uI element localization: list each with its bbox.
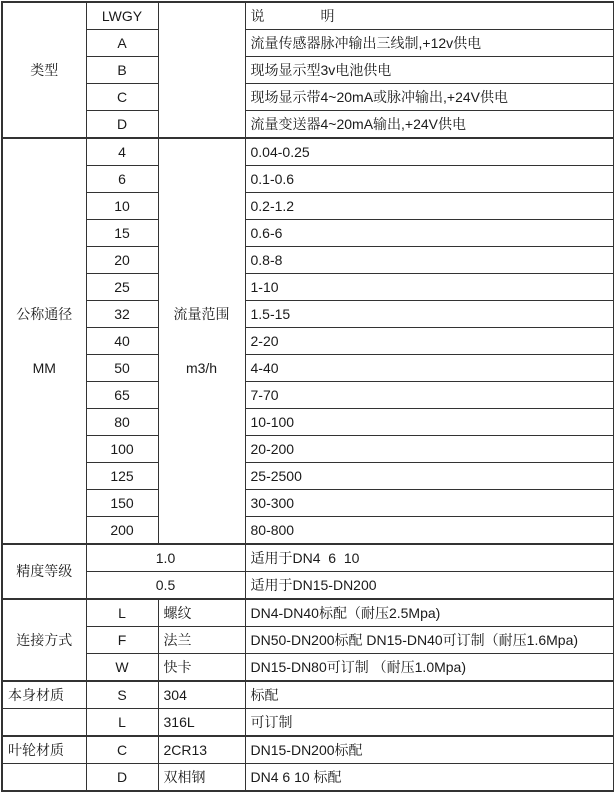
diameter-size-cell: 50 [86,355,158,382]
accuracy-section-label: 精度等级 [2,544,86,599]
body-material-empty-cell [2,709,86,737]
type-code-cell: A [86,30,158,57]
diameter-size-cell: 20 [86,247,158,274]
body-material-code-cell: S [86,681,158,709]
table-row [2,544,614,572]
diameter-size-cell: 100 [86,436,158,463]
table-row [2,709,614,737]
impeller-material-empty-cell [2,764,86,792]
diameter-size-cell: 80 [86,409,158,436]
connection-desc-cell: DN15-DN80可订制 （耐压1.0Mpa) [245,654,614,682]
flow-range-cell: 0.2-1.2 [245,193,614,220]
table-row [2,490,614,517]
flow-range-cell: 25-2500 [245,463,614,490]
flow-range-cell: 4-40 [245,355,614,382]
table-row [2,517,614,545]
table-row [2,436,614,463]
body-material-desc-cell: 标配 [245,681,614,709]
connection-section-label: 连接方式 [2,599,86,681]
table-row [2,30,614,57]
flow-range-cell: 0.8-8 [245,247,614,274]
table-row [2,328,614,355]
body-material-name-cell: 316L [158,709,245,737]
flow-range-cell: 7-70 [245,382,614,409]
flow-range-cell: 20-200 [245,436,614,463]
diameter-label-line2: MM [32,360,56,376]
connection-name-cell: 快卡 [158,654,245,682]
flow-range-label-line2: m3/h [185,360,218,376]
type-section-label: 类型 [2,2,86,138]
impeller-material-code-cell: C [86,736,158,764]
table-row [2,84,614,111]
diameter-label-line1: 公称通径 [16,306,73,322]
flow-range-cell: 80-800 [245,517,614,545]
impeller-material-name-cell: 2CR13 [158,736,245,764]
connection-desc-cell: DN4-DN40标配（耐压2.5Mpa) [245,599,614,627]
accuracy-desc-cell: 适用于DN4 6 10 [245,544,614,572]
impeller-material-desc-cell: DN15-DN200标配 [245,736,614,764]
connection-name-cell: 法兰 [158,627,245,654]
table-row [2,57,614,84]
table-row [2,301,614,328]
accuracy-value-cell: 0.5 [86,572,245,600]
diameter-size-cell: 150 [86,490,158,517]
diameter-size-cell: 15 [86,220,158,247]
table-row [2,2,614,30]
impeller-material-section-label: 叶轮材质 [2,736,86,764]
table-row [2,572,614,600]
type-code-cell: C [86,84,158,111]
diameter-size-cell: 125 [86,463,158,490]
type-desc-cell: 流量传感器脉冲输出三线制,+12v供电 [245,30,614,57]
flow-range-cell: 1.5-15 [245,301,614,328]
diameter-section-label [2,138,86,544]
type-desc-cell: 现场显示带4~20mA或脉冲输出,+24V供电 [245,84,614,111]
diameter-size-cell: 200 [86,517,158,545]
flow-range-cell: 0.6-6 [245,220,614,247]
description-header-cell: 说 明 [245,2,614,30]
flow-range-label-line1: 流量范围 [173,306,230,322]
type-code-cell: D [86,111,158,139]
diameter-size-cell: 40 [86,328,158,355]
table-row [2,736,614,764]
diameter-size-cell: 32 [86,301,158,328]
diameter-size-cell: 10 [86,193,158,220]
body-material-name-cell: 304 [158,681,245,709]
table-row [2,409,614,436]
impeller-material-desc-cell: DN4 6 10 标配 [245,764,614,792]
flowmeter-spec-table [1,1,614,792]
table-row [2,220,614,247]
table-row [2,764,614,792]
type-code-cell: B [86,57,158,84]
accuracy-desc-cell: 适用于DN15-DN200 [245,572,614,600]
connection-code-cell: W [86,654,158,682]
accuracy-value-cell: 1.0 [86,544,245,572]
flow-range-cell: 0.04-0.25 [245,138,614,166]
table-row [2,355,614,382]
diameter-size-cell: 4 [86,138,158,166]
connection-desc-cell: DN50-DN200标配 DN15-DN40可订制（耐压1.6Mpa) [245,627,614,654]
table-row [2,463,614,490]
table-row [2,599,614,627]
flow-range-header-cell [158,138,245,544]
table-row [2,382,614,409]
impeller-material-code-cell: D [86,764,158,792]
flow-range-cell: 10-100 [245,409,614,436]
type-middle-empty-cell [158,2,245,138]
table-row [2,681,614,709]
body-material-desc-cell: 可订制 [245,709,614,737]
table-row [2,627,614,654]
type-desc-cell: 现场显示型3v电池供电 [245,57,614,84]
table-row [2,166,614,193]
flow-range-cell: 1-10 [245,274,614,301]
diameter-size-cell: 25 [86,274,158,301]
connection-code-cell: F [86,627,158,654]
diameter-size-cell: 6 [86,166,158,193]
connection-name-cell: 螺纹 [158,599,245,627]
impeller-material-name-cell: 双相钢 [158,764,245,792]
model-code-cell: LWGY [86,2,158,30]
flow-range-cell: 30-300 [245,490,614,517]
flow-range-cell: 0.1-0.6 [245,166,614,193]
diameter-size-cell: 65 [86,382,158,409]
table-row [2,193,614,220]
connection-code-cell: L [86,599,158,627]
type-desc-cell: 流量变送器4~20mA输出,+24V供电 [245,111,614,139]
body-material-section-label: 本身材质 [2,681,86,709]
table-row [2,247,614,274]
flow-range-cell: 2-20 [245,328,614,355]
table-row [2,654,614,682]
table-row [2,111,614,139]
body-material-code-cell: L [86,709,158,737]
table-row [2,138,614,166]
table-row [2,274,614,301]
